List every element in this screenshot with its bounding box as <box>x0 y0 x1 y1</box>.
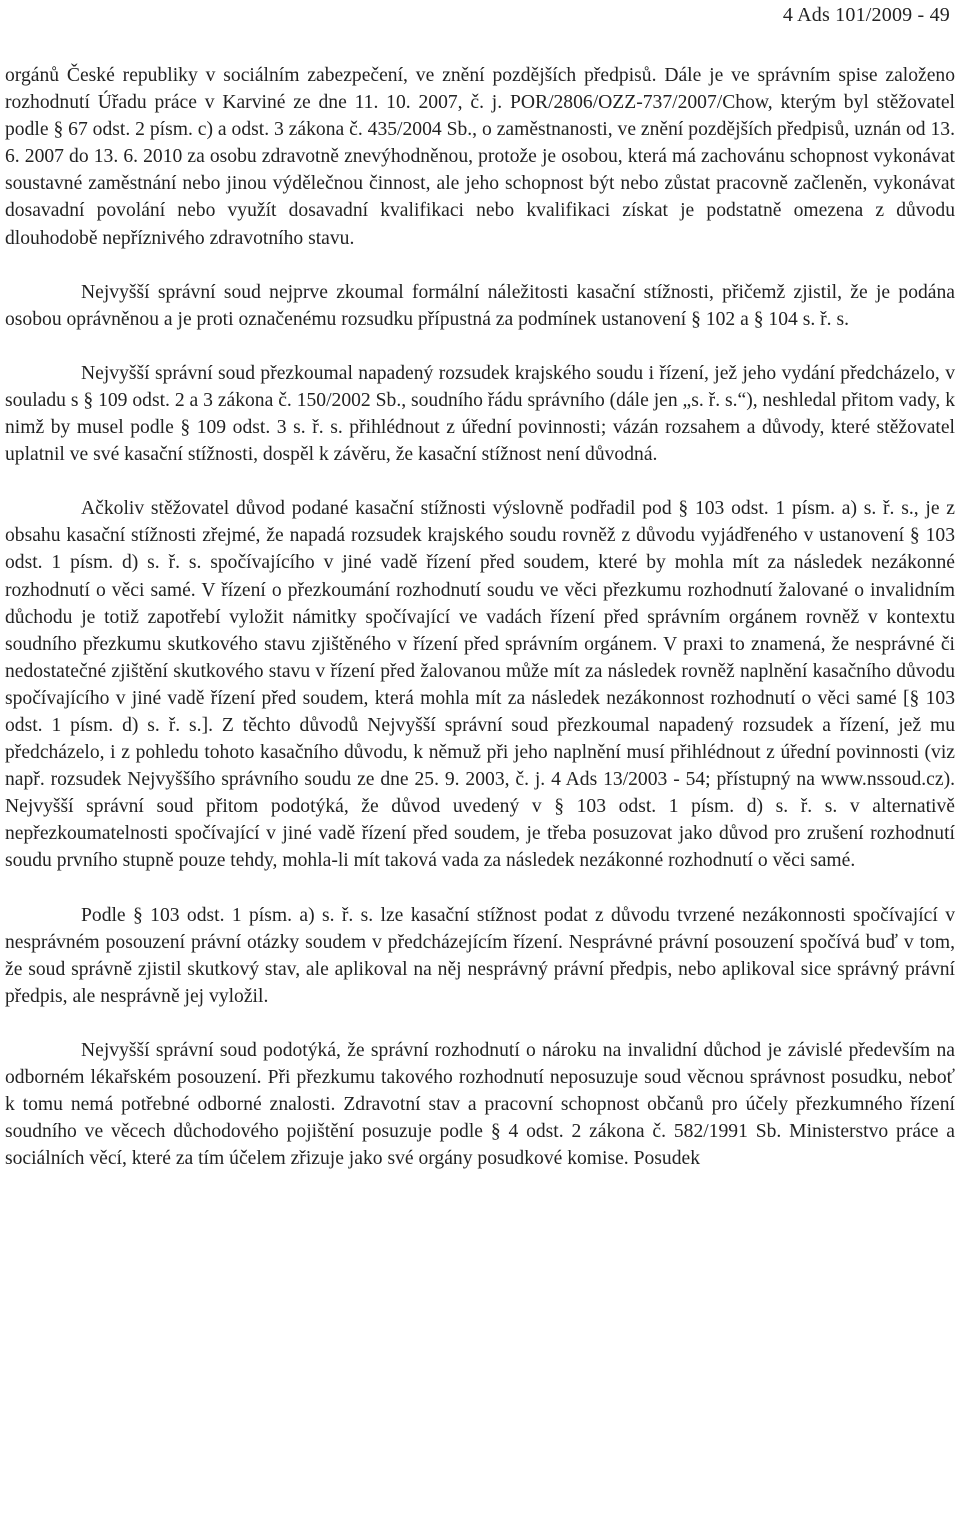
document-body <box>5 62 955 1199</box>
paragraph-legal-assessment: Podle § 103 odst. 1 písm. a) s. ř. s. lze kasační stížnost podat z důvodu tvrzené nezákonnosti spočívající v nesprávném posouzení právní otázky soudem v předcházejícím řízení. Nesprávné právní posouzení spočívá buď v tom, že soud správně zjistil skutkový stav, ale aplikoval na něj nesprávný právní předpis, nebo aplikoval sice správný právní předpis, ale nesprávně jej vyložil. <box>5 904 955 1007</box>
paragraph-formal-requirements: Nejvyšší správní soud nejprve zkoumal formální náležitosti kasační stížnosti, přičemž zjistil, že je podána osobou oprávněnou a je proti označenému rozsudku přípustná za podmínek ustanovení § 102 a § 104 s. ř. s. <box>5 281 955 330</box>
paragraph-review-scope: Nejvyšší správní soud přezkoumal napadený rozsudek krajského soudu i řízení, jež jeho vydání předcházelo, v souladu s § 109 odst. 2 a 3 zákona č. 150/2002 Sb., soudního řádu správního (dále jen „s. ř. s.“), neshledal přitom vady, k nimž by musel podle § 109 odst. 3 s. ř. s. přihlédnout z úřední povinnosti; vázán rozsahem a důvody, které stěžovatel uplatnil ve své kasační stížnosti, dospěl k závěru, že kasační stížnost není důvodná. <box>5 362 955 466</box>
paragraph-continuation: orgánů České republiky v sociálním zabezpečení, ve znění pozdějších předpisů. Dále je ve správním spise založeno rozhodnutí Úřadu práce v Karviné ze dne 11. 10. 2007, č. j. POR/2806/OZZ-737/2007/Chow, kterým byl stěžovatel podle § 67 odst. 2 písm. c) a odst. 3 zákona č. 435/2004 Sb., o zaměstnanosti, ve znění pozdějších předpisů, uznán od 13. 6. 2007 do 13. 6. 2010 za osobu zdravotně znevýhodněnou, protože je osobou, která má zachovánu schopnost vykonávat soustavné zaměstnání nebo jinou výdělečnou činnost, ale jeho schopnost být nebo zůstat pracovně začleněn, vykonávat dosavadní povolání nebo využít dosavadní kvalifikaci nebo kvalifikaci získat je podstatně omezena z důvodu dlouhodobě nepříznivého zdravotního stavu. <box>5 65 955 249</box>
paragraph-medical-assessment: Nejvyšší správní soud podotýká, že správní rozhodnutí o nároku na invalidní důchod je závislé především na odborném lékařském posouzení. Při přezkumu takového rozhodnutí neposuzuje soud věcnou správnost posudku, neboť k tomu nemá potřebné odborné znalosti. Zdravotní stav a pracovní schopnost občanů pro účely přezkumného řízení soudního ve věcech důchodového pojištění posuzuje podle § 4 odst. 2 zákona č. 582/1991 Sb. Ministerstvo práce a sociálních věcí, které za tím účelem zřizuje jako své orgány posudkové komise. Posudek <box>5 1039 955 1170</box>
paragraph-cassation-grounds: Ačkoliv stěžovatel důvod podané kasační stížnosti výslovně podřadil pod § 103 odst. 1 písm. a) s. ř. s., je z obsahu kasační stížnosti zřejmé, že napadá rozsudek krajského soudu rovněž z důvodu vyjádřeného v ustanovení § 103 odst. 1 písm. d) s. ř. s. spočívajícího v jiné vadě řízení před soudem, které by mohla mít za následek nezákonné rozhodnutí o věci samé. V řízení o přezkoumání rozhodnutí soudu ve věci přezkumu rozhodnutí žalované o invalidním důchodu je totiž zapotřebí vyložit námitky spočívající ve vadách řízení před správním orgánem rovněž v kontextu soudního přezkumu skutkového stavu zjištěného v řízení před správním orgánem. V praxi to znamená, že nesprávné či nedostatečné zjištění skutkového stavu v řízení před žalovanou může mít za následek rovněž naplnění kasačního důvodu spočívajícího v jiné vadě řízení před soudem, která mohla mít za následek nezákonnost rozhodnutí o věci samé [§ 103 odst. 1 písm. d) s. ř. s.]. Z těchto důvodů Nejvyšší správní soud přezkoumal napadený rozsudek a řízení, jež mu předcházelo, i z pohledu tohoto kasačního důvodu, k němuž při jeho naplnění musí přihlédnout z úřední povinnosti (viz např. rozsudek Nejvyššího správního soudu ze dne 25. 9. 2003, č. j. 4 Ads 13/2003 - 54; přístupný na www.nssoud.cz). Nejvyšší správní soud přitom podotýká, že důvod uvedený v § 103 odst. 1 písm. d) s. ř. s. v alternativě nepřezkoumatelnosti spočívající v jiné vadě řízení před soudem, je třeba posuzovat jako důvod pro zrušení rozhodnutí soudu prvního stupně pouze tehdy, mohla-li mít taková vada za následek nezákonné rozhodnutí o věci samé. <box>5 498 955 872</box>
page-header-case-number: 4 Ads 101/2009 - 49 <box>782 4 950 26</box>
